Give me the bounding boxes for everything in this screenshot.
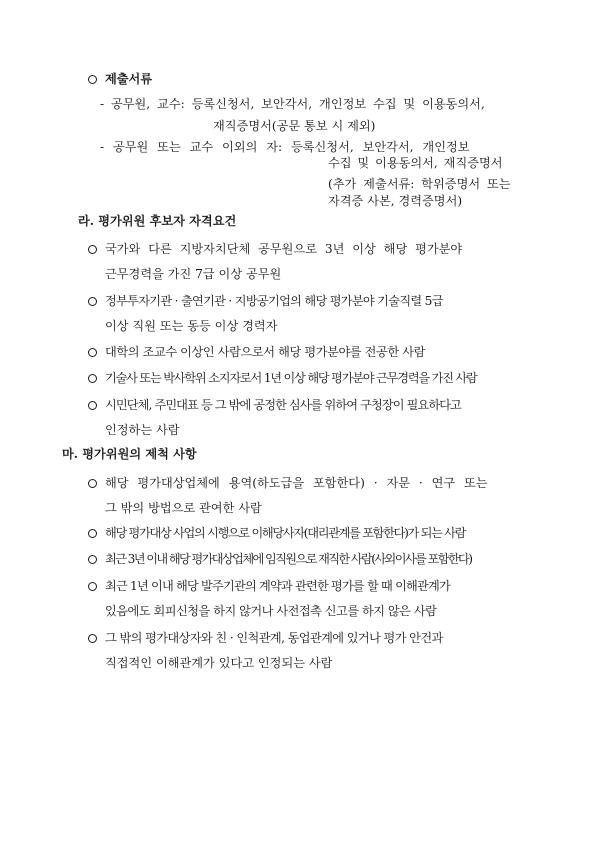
list-item: 대학의 조교수 이상인 사람으로서 해당 평가분야를 전공한 사람 xyxy=(105,345,426,359)
list-item: 있음에도 회피신청을 하지 않거나 사전접촉 신고를 하지 않은 사람 xyxy=(105,604,437,618)
doc-line: 수집 및 이용동의서, 재직증명서 xyxy=(328,156,503,170)
bullet-circle-icon xyxy=(88,479,97,488)
list-item: 그 밖의 방법으로 관여한 사람 xyxy=(105,501,262,515)
list-item: 해당 평가대상업체에 용역(하도급을 포함한다) · 자문 · 연구 또는 xyxy=(105,476,488,490)
list-item: 그 밖의 평가대상자와 친 · 인척관계, 동업관계에 있거나 평가 안건과 xyxy=(105,631,443,645)
bullet-circle-icon xyxy=(88,555,97,564)
bullet-circle-icon xyxy=(88,582,97,591)
list-item: 근무경력을 가진 7급 이상 공무원 xyxy=(105,267,282,281)
bullet-circle-icon xyxy=(88,75,97,84)
list-item: 이상 직원 또는 동등 이상 경력자 xyxy=(105,319,278,333)
section-heading-qualifications: 라. 평가위원 후보자 자격요건 xyxy=(78,214,237,228)
list-item: 직접적인 이해관계가 있다고 인정되는 사람 xyxy=(105,656,333,670)
bullet-circle-icon xyxy=(88,401,97,410)
doc-line: - 공무원, 교수: 등록신청서, 보안각서, 개인정보 수집 및 이용동의서, xyxy=(100,97,485,111)
list-item: 해당 평가대상 사업의 시행으로 이해당사자(대리관계를 포함한다)가 되는 사람 xyxy=(105,526,466,540)
doc-line: 자격증 사본, 경력증명서) xyxy=(328,194,463,208)
list-item: 국가와 다른 지방자치단체 공무원으로 3년 이상 해당 평가분야 xyxy=(105,242,463,256)
list-item: 최근 3년 이내 해당 평가대상업체에 임직원으로 재직한 사람(사외이사를 포함한다) xyxy=(105,552,472,566)
bullet-circle-icon xyxy=(88,297,97,306)
doc-line: - 공무원 또는 교수 이외의 자: 등록신청서, 보안각서, 개인정보 xyxy=(100,140,470,154)
doc-line: (추가 제출서류: 학위증명서 또는 xyxy=(328,177,511,191)
list-item: 기술사 또는 박사학위 소지자로서 1년 이상 해당 평가분야 근무경력을 가진 사람 xyxy=(105,371,477,385)
section-heading-submission-docs: 제출서류 xyxy=(105,72,153,86)
list-item: 정부투자기관 · 출연기관 · 지방공기업의 해당 평가분야 기술직렬 5급 xyxy=(105,294,443,308)
section-heading-exclusions: 마. 평가위원의 제척 사항 xyxy=(62,447,197,461)
bullet-circle-icon xyxy=(88,529,97,538)
bullet-circle-icon xyxy=(88,348,97,357)
list-item: 시민단체, 주민대표 등 그 밖에 공정한 심사를 위하여 구청장이 필요하다고 xyxy=(105,398,461,412)
doc-line: 재직증명서(공문 통보 시 제외) xyxy=(213,119,376,133)
list-item: 최근 1년 이내 해당 발주기관의 계약과 관련한 평가를 할 때 이해관계가 xyxy=(105,579,450,593)
list-item: 인정하는 사람 xyxy=(105,423,180,437)
bullet-circle-icon xyxy=(88,245,97,254)
bullet-circle-icon xyxy=(88,374,97,383)
bullet-circle-icon xyxy=(88,634,97,643)
